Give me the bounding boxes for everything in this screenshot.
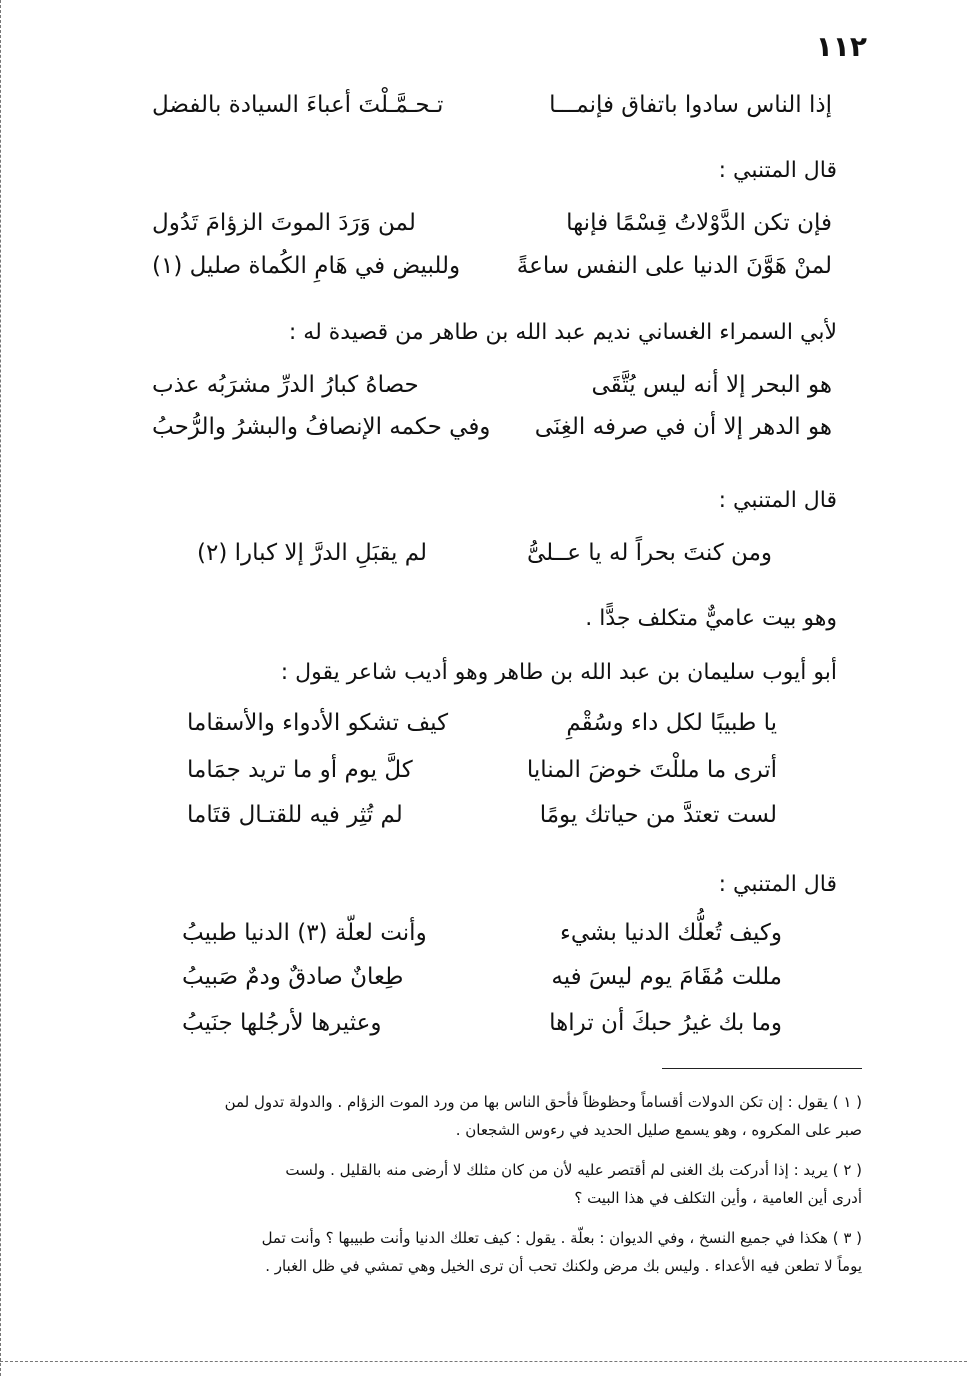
page-number: ١١٢ <box>815 30 867 63</box>
prose-line: قال المتنبي : <box>718 872 837 897</box>
verse-hemistich-first: أترى ما مللْتَ خوضَ المنايا <box>526 757 777 783</box>
verse-hemistich-second: وفي حكمه الإنصافُ والبشرُ والرُّحبُ <box>152 414 491 440</box>
verse-hemistich-first: مللت مُقَامَ يوم ليسَ فيه <box>551 964 782 990</box>
prose-line: وهو بيت عاميٌّ متكلف جدًّا . <box>585 606 837 631</box>
verse-line <box>182 920 782 948</box>
verse-line <box>182 964 782 992</box>
verse-hemistich-second: كيف تشكو الأدواء والأسقاما <box>187 710 449 736</box>
footnote-separator <box>662 1068 862 1069</box>
footnote <box>105 1224 862 1280</box>
verse-hemistich-first: يا طبيبًا لكل داء وسُقْمِ <box>566 710 777 736</box>
verse-hemistich-first: هو البحر إلا أنه ليس يُتَّقَى <box>591 372 832 398</box>
verse-hemistich-second: كلَّ يوم أو ما تريد جمَاما <box>187 757 413 783</box>
verse-hemistich-first: لمنْ هَوَّنَ الدنيا على النفس ساعةً <box>516 253 832 279</box>
verse-line <box>187 802 777 830</box>
verse-hemistich-second: لم تُثِر فيه للقتـال قتَاما <box>187 802 403 828</box>
footnote-line: ( ١ ) يقول : إن تكن الدولات أقساماً وحظوظاً فأحق الناس بها من ورد الموت الزؤام . والدولة تدول لمن <box>224 1093 862 1111</box>
footnote-line: أدرى أين العامية ، وأين التكلف في هذا البيت ؟ <box>574 1189 862 1207</box>
verse-line <box>152 414 832 442</box>
footnote-line: ( ٣ ) هكذا في جميع النسخ ، وفي الديوان : بعلّة . يقول : كيف تعلك الدنيا وأنت طبيبها ؟ وأنت تمل <box>261 1229 862 1247</box>
verse-line <box>187 710 777 738</box>
verse-hemistich-second: لم يقبَلِ الدرَّ إلا كبارا (٢) <box>197 540 428 566</box>
verse-line <box>182 1010 782 1038</box>
verse-hemistich-first: وما بك غيرُ حبكَ أن تراها <box>549 1010 782 1036</box>
verse-line <box>152 372 832 400</box>
scan-edge-left <box>0 0 2 1376</box>
verse-hemistich-second: طِعانٌ صادقٌ ودمٌ صَبيبُ <box>182 964 404 990</box>
verse-hemistich-second: وأنت لعلّة (٣) الدنيا طبيبُ <box>182 920 427 946</box>
verse-hemistich-first: لست تعتدَّ من حياتك يومًا <box>539 802 777 828</box>
verse-line <box>187 757 777 785</box>
verse-hemistich-second: وعثيرها لأرجُلها جنَيبُ <box>182 1010 382 1036</box>
verse-hemistich-first: إذا الناس سادوا باتفاق فإنمـــا <box>549 92 832 118</box>
verse-line <box>152 92 832 120</box>
verse-hemistich-second: وللبيض في هَامِ الكُماة صليل (١) <box>152 253 461 279</box>
prose-line: أبو أيوب سليمان بن عبد الله بن طاهر وهو أديب شاعر يقول : <box>280 660 837 685</box>
prose-line: لأبي السمراء الغساني نديم عبد الله بن طاهر من قصيدة له : <box>288 320 837 345</box>
verse-hemistich-second: حصاهُ كبارُ الدرِّ مشرَبُه عذب <box>152 372 419 398</box>
verse-hemistich-first: ومن كنتَ بحراً له يا عــلىُّ <box>526 540 772 566</box>
footnote-line: يوماً لا تطعن فيه الأعداء . وليس بك مرض ولكنك تحب أن ترى الخيل وهي تمشي في ظل الغبار . <box>265 1257 862 1275</box>
prose-line: قال المتنبي : <box>718 488 837 513</box>
verse-line <box>152 253 832 281</box>
prose-line: قال المتنبي : <box>718 158 837 183</box>
verse-hemistich-second: لمن وَرَدَ الموتَ الزؤامَ تَدُول <box>152 210 416 236</box>
footnote-line: صبر على المكروه ، وهو يسمع صليل الحديد في رءوس الشجعان . <box>455 1121 862 1139</box>
footnote <box>105 1156 862 1212</box>
footnote <box>105 1088 862 1144</box>
scan-edge-bottom <box>0 1361 967 1362</box>
verse-line <box>197 540 772 568</box>
verse-hemistich-first: فإن تكن الدَّوْلاتُ قِسْمًا فإنها <box>566 210 832 236</box>
verse-hemistich-second: تـحـمَّـلْتَ أعباءَ السيادة بالفضل <box>152 92 444 118</box>
verse-hemistich-first: هو الدهر إلا أن في صرفه الغِنَى <box>534 414 832 440</box>
verse-line <box>152 210 832 238</box>
verse-hemistich-first: وكيف تُعلُّك الدنيا بشيء <box>560 920 782 946</box>
footnote-line: ( ٢ ) يريد : إذا أدركت بك الغنى لم أقتصر عليه لأن من كان مثلك لا أرضى منه بالقليل . ولست <box>285 1161 862 1179</box>
